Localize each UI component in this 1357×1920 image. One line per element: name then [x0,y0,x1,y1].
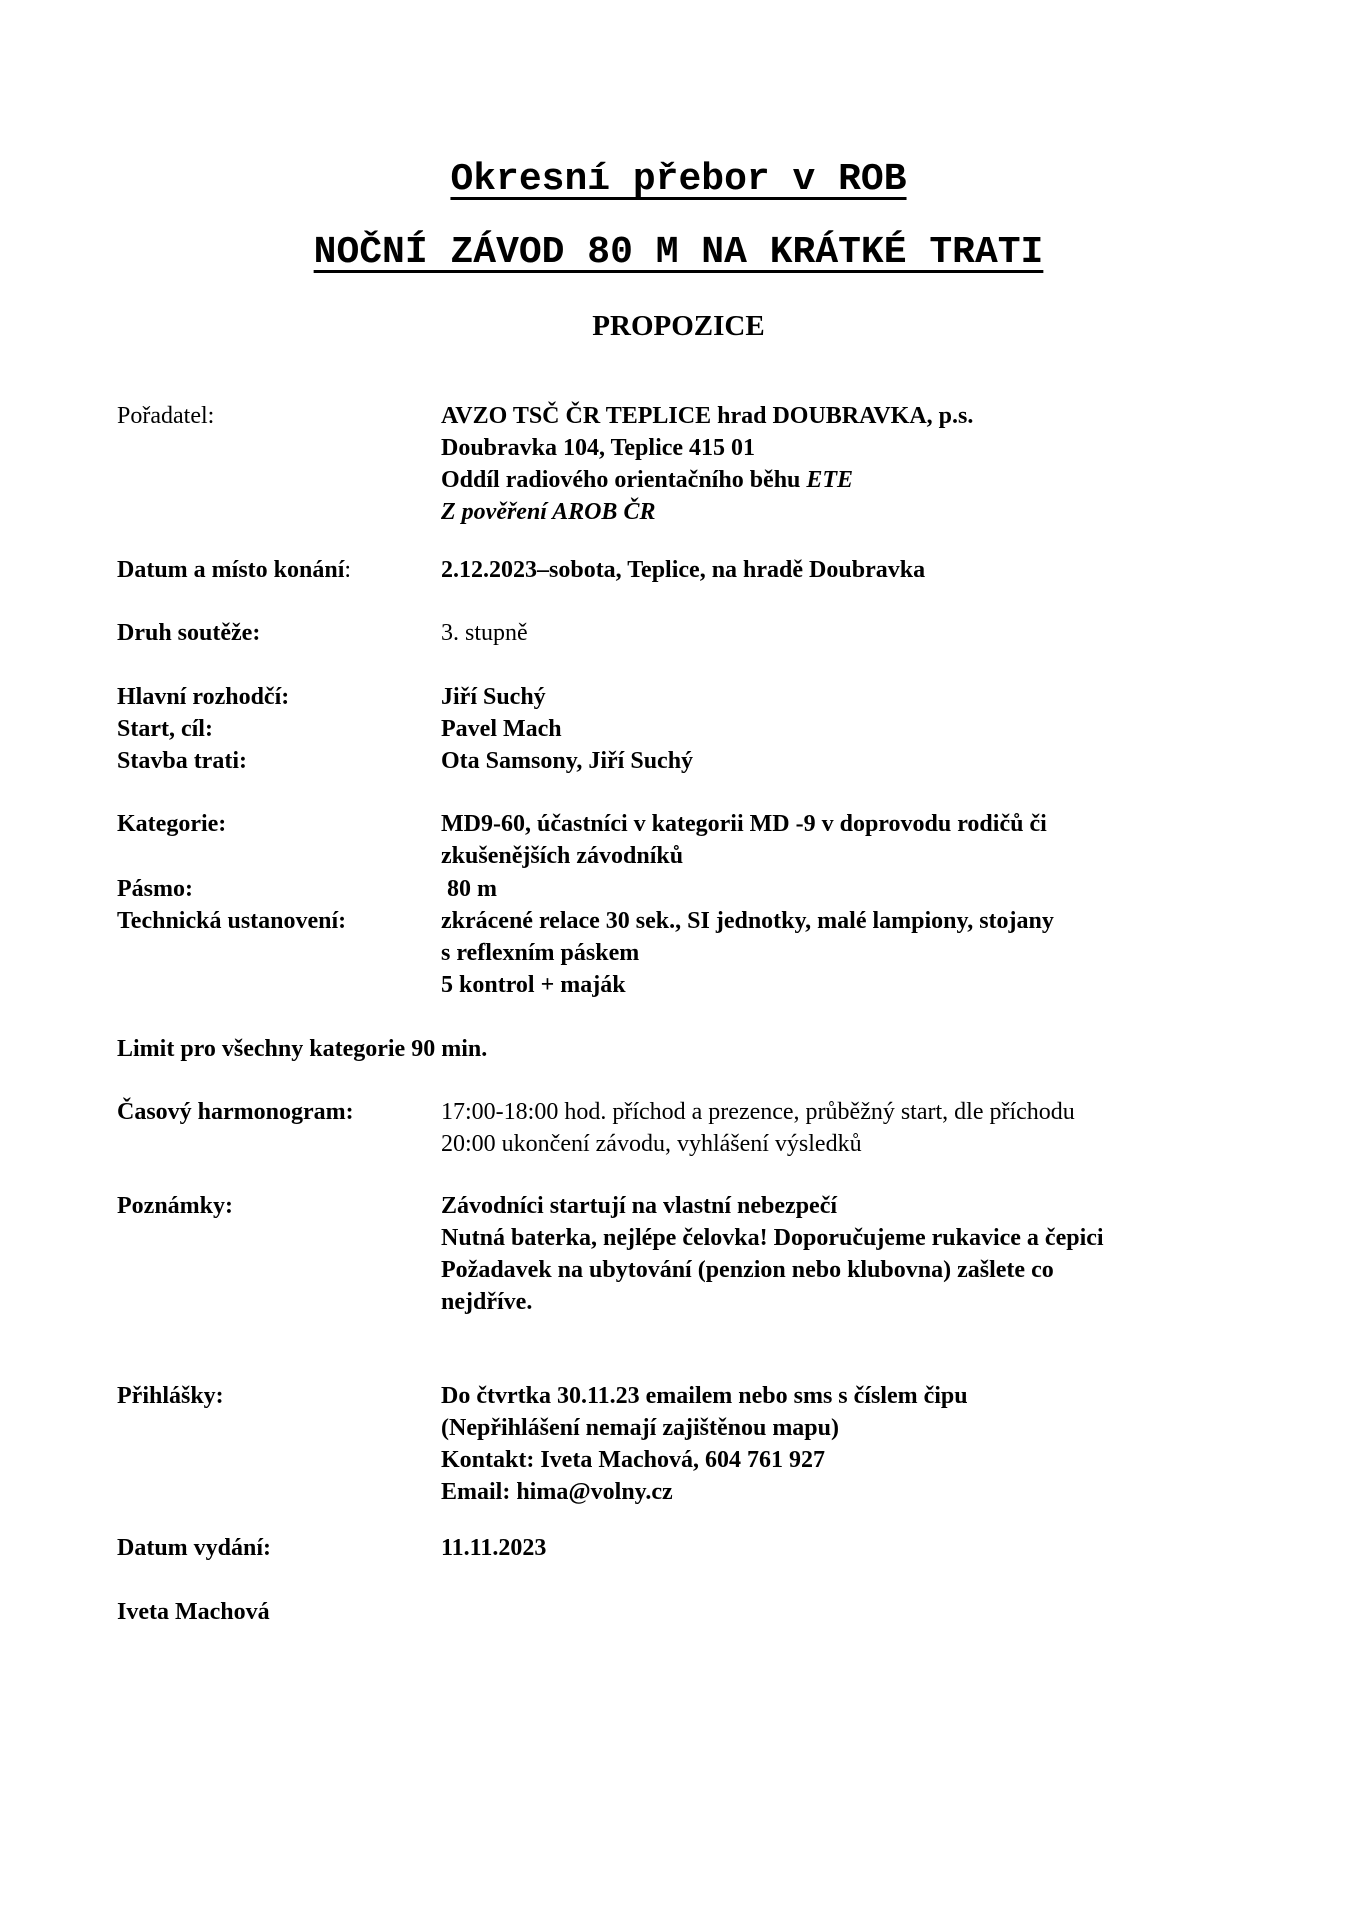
notes-line-4: nejdříve. [441,1289,533,1315]
document-title: Okresní přebor v ROB [450,158,907,201]
start-finish-label: Start, cíl: [117,716,213,742]
technical-label: Technická ustanovení: [117,908,347,934]
registration-label: Přihlášky: [117,1383,224,1409]
technical-line-1: zkrácené relace 30 sek., SI jednotky, malé lampiony, stojany [441,908,1054,934]
referee-value: Jiří Suchý [441,684,546,710]
issue-date-label: Datum vydání: [117,1535,272,1561]
registration-line-1: Do čtvrtka 30.11.23 emailem nebo sms s číslem čipu [441,1383,968,1409]
competition-type-value: 3. stupně [441,620,528,646]
course-builder-value: Ota Samsony, Jiří Suchý [441,748,694,774]
registration-line-3: Kontakt: Iveta Machová, 604 761 927 [441,1447,825,1473]
technical-value [441,905,1054,1001]
technical-line-2: s reflexním páskem [441,940,640,966]
schedule-value [441,1096,1075,1160]
notes-line-3: Požadavek na ubytování (penzion nebo klubovna) zašlete co [441,1257,1054,1283]
band-value: 80 m [441,876,497,902]
signature-name: Iveta Machová [117,1599,270,1625]
registration-line-2: (Nepřihlášení nemají zajištěnou mapu) [441,1415,839,1441]
organizer-line-3: Oddíl radiového orientačního běhu ETE [441,467,854,493]
course-builder-label: Stavba trati: [117,748,247,774]
organizer-line-1: AVZO TSČ ČR TEPLICE hrad DOUBRAVKA, p.s. [441,403,974,429]
band-label: Pásmo: [117,876,193,902]
categories-value [441,808,1047,872]
organizer-label: Pořadatel: [117,403,215,429]
issue-date-value: 11.11.2023 [441,1535,547,1561]
document-type-heading: PROPOZICE [592,310,765,342]
notes-value [441,1190,1104,1318]
referee-label: Hlavní rozhodčí: [117,684,290,710]
categories-line-2: zkušenějších závodníků [441,843,684,869]
organizer-value [441,400,973,528]
schedule-label: Časový harmonogram: [117,1099,354,1125]
categories-line-1: MD9-60, účastníci v kategorii MD -9 v doprovodu rodičů či [441,811,1047,837]
technical-line-3: 5 kontrol + maják [441,972,626,998]
registration-email: Email: hima@volny.cz [441,1479,673,1505]
categories-label: Kategorie: [117,811,227,837]
organizer-line-4: Z pověření AROB ČR [441,499,656,525]
document-subtitle: NOČNÍ ZÁVOD 80 M NA KRÁTKÉ TRATI [313,231,1044,274]
competition-type-label: Druh soutěže: [117,620,261,646]
notes-line-2: Nutná baterka, nejlépe čelovka! Doporučujeme rukavice a čepici [441,1225,1104,1251]
notes-label: Poznámky: [117,1193,233,1219]
schedule-line-1: 17:00-18:00 hod. příchod a prezence, průběžný start, dle příchodu [441,1099,1075,1125]
schedule-line-2: 20:00 ukončení závodu, vyhlášení výsledků [441,1131,862,1157]
registration-value [441,1380,968,1508]
date-place-label: Datum a místo konání: [117,557,352,583]
start-finish-value: Pavel Mach [441,716,562,742]
date-place-value: 2.12.2023–sobota, Teplice, na hradě Doubravka [441,557,926,583]
notes-line-1: Závodníci startují na vlastní nebezpečí [441,1193,838,1219]
organizer-line-2: Doubravka 104, Teplice 415 01 [441,435,756,461]
time-limit-text: Limit pro všechny kategorie 90 min. [117,1036,488,1062]
